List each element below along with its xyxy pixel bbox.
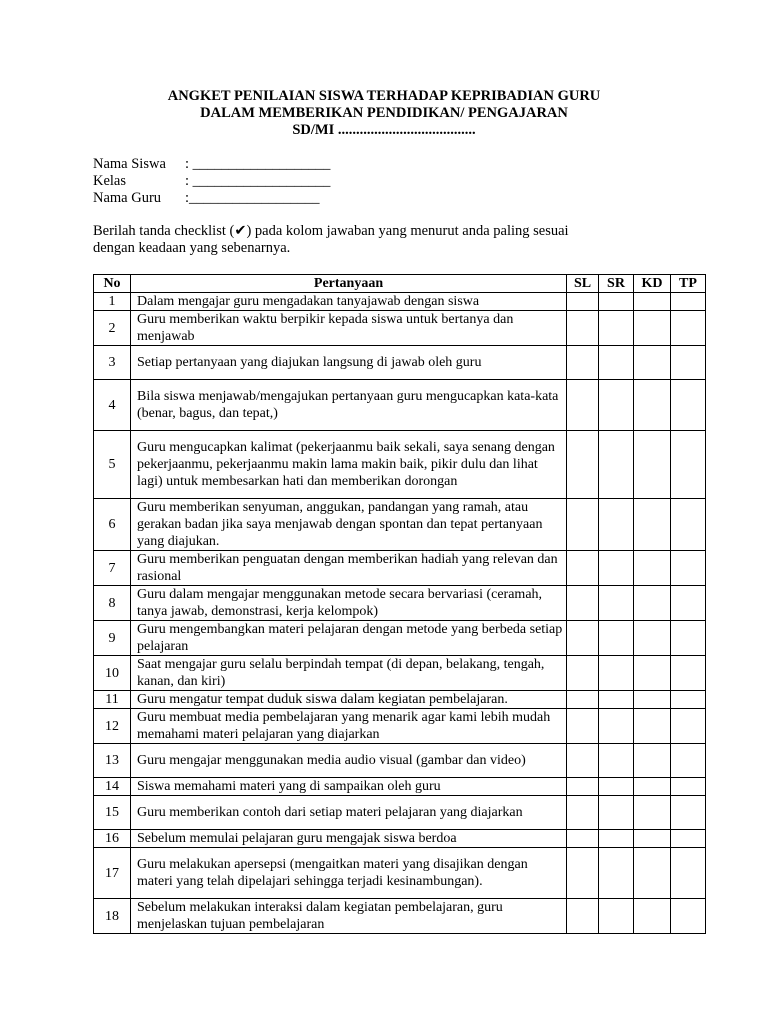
answer-cell-kd[interactable] bbox=[634, 691, 671, 709]
row-question: Setiap pertanyaan yang diajukan langsung di jawab oleh guru bbox=[131, 346, 567, 380]
answer-cell-tp[interactable] bbox=[671, 380, 706, 431]
answer-cell-kd[interactable] bbox=[634, 499, 671, 551]
answer-cell-sr[interactable] bbox=[599, 656, 634, 691]
answer-cell-kd[interactable] bbox=[634, 621, 671, 656]
field-kelas[interactable] bbox=[93, 173, 330, 190]
row-number: 7 bbox=[94, 551, 131, 586]
answer-cell-sr[interactable] bbox=[599, 431, 634, 499]
answer-cell-sr[interactable] bbox=[599, 621, 634, 656]
answer-cell-sl[interactable] bbox=[567, 551, 599, 586]
answer-cell-sr[interactable] bbox=[599, 848, 634, 899]
table-row bbox=[94, 293, 706, 311]
row-question: Guru mengembangkan materi pelajaran dengan metode yang berbeda setiap pelajaran bbox=[131, 621, 567, 656]
answer-cell-tp[interactable] bbox=[671, 551, 706, 586]
answer-cell-sl[interactable] bbox=[567, 586, 599, 621]
answer-cell-tp[interactable] bbox=[671, 848, 706, 899]
row-question: Guru dalam mengajar menggunakan metode secara bervariasi (ceramah, tanya jawab, demonstrasi, kerja kelompok) bbox=[131, 586, 567, 621]
school-line: SD/MI ...................................... bbox=[292, 122, 476, 138]
answer-cell-kd[interactable] bbox=[634, 830, 671, 848]
row-question: Guru melakukan apersepsi (mengaitkan materi yang disajikan dengan materi yang telah dipelajari sehingga terjadi kesinambungan). bbox=[131, 848, 567, 899]
answer-cell-sl[interactable] bbox=[567, 499, 599, 551]
answer-cell-tp[interactable] bbox=[671, 709, 706, 744]
row-question: Guru mengatur tempat duduk siswa dalam kegiatan pembelajaran. bbox=[131, 691, 567, 709]
header-pertanyaan: Pertanyaan bbox=[131, 275, 567, 293]
field-blank[interactable]: : ___________________ bbox=[185, 156, 331, 172]
answer-cell-sl[interactable] bbox=[567, 830, 599, 848]
table-header-row bbox=[94, 275, 706, 293]
answer-cell-sr[interactable] bbox=[599, 499, 634, 551]
row-number: 5 bbox=[94, 431, 131, 499]
answer-cell-tp[interactable] bbox=[671, 778, 706, 796]
answer-cell-sl[interactable] bbox=[567, 621, 599, 656]
row-question: Guru mengajar menggunakan media audio visual (gambar dan video) bbox=[131, 744, 567, 778]
answer-cell-sr[interactable] bbox=[599, 899, 634, 934]
header-no: No bbox=[94, 275, 131, 293]
answer-cell-tp[interactable] bbox=[671, 744, 706, 778]
answer-cell-tp[interactable] bbox=[671, 346, 706, 380]
answer-cell-sl[interactable] bbox=[567, 380, 599, 431]
answer-cell-kd[interactable] bbox=[634, 586, 671, 621]
row-number: 18 bbox=[94, 899, 131, 934]
table-row bbox=[94, 709, 706, 744]
answer-cell-kd[interactable] bbox=[634, 709, 671, 744]
row-question: Saat mengajar guru selalu berpindah tempat (di depan, belakang, tengah, kanan, dan kiri) bbox=[131, 656, 567, 691]
row-question: Sebelum memulai pelajaran guru mengajak siswa berdoa bbox=[131, 830, 567, 848]
answer-cell-sl[interactable] bbox=[567, 709, 599, 744]
row-number: 1 bbox=[94, 293, 131, 311]
answer-cell-kd[interactable] bbox=[634, 796, 671, 830]
answer-cell-sl[interactable] bbox=[567, 346, 599, 380]
answer-cell-sl[interactable] bbox=[567, 691, 599, 709]
answer-cell-sr[interactable] bbox=[599, 709, 634, 744]
answer-cell-kd[interactable] bbox=[634, 380, 671, 431]
header-kd: KD bbox=[634, 275, 671, 293]
answer-cell-kd[interactable] bbox=[634, 311, 671, 346]
answer-cell-kd[interactable] bbox=[634, 551, 671, 586]
answer-cell-sl[interactable] bbox=[567, 899, 599, 934]
row-number: 12 bbox=[94, 709, 131, 744]
row-number: 13 bbox=[94, 744, 131, 778]
row-number: 2 bbox=[94, 311, 131, 346]
table-row bbox=[94, 586, 706, 621]
table-row bbox=[94, 346, 706, 380]
row-number: 10 bbox=[94, 656, 131, 691]
answer-cell-kd[interactable] bbox=[634, 778, 671, 796]
answer-cell-sr[interactable] bbox=[599, 293, 634, 311]
row-question: Guru memberikan waktu berpikir kepada siswa untuk bertanya dan menjawab bbox=[131, 311, 567, 346]
answer-cell-sr[interactable] bbox=[599, 380, 634, 431]
answer-cell-sl[interactable] bbox=[567, 311, 599, 346]
answer-cell-sr[interactable] bbox=[599, 796, 634, 830]
header-tp: TP bbox=[671, 275, 706, 293]
row-number: 9 bbox=[94, 621, 131, 656]
page-title: ANGKET PENILAIAN SISWA TERHADAP KEPRIBADIAN GURU bbox=[167, 88, 601, 104]
answer-cell-tp[interactable] bbox=[671, 899, 706, 934]
table-row bbox=[94, 796, 706, 830]
answer-cell-sl[interactable] bbox=[567, 744, 599, 778]
table-row bbox=[94, 778, 706, 796]
table-row bbox=[94, 744, 706, 778]
table-row bbox=[94, 431, 706, 499]
table-row bbox=[94, 848, 706, 899]
row-number: 4 bbox=[94, 380, 131, 431]
table-row bbox=[94, 691, 706, 709]
answer-cell-tp[interactable] bbox=[671, 656, 706, 691]
page-subtitle: DALAM MEMBERIKAN PENDIDIKAN/ PENGAJARAN bbox=[200, 105, 568, 121]
table-row bbox=[94, 830, 706, 848]
row-number: 8 bbox=[94, 586, 131, 621]
table-row bbox=[94, 621, 706, 656]
table-row bbox=[94, 499, 706, 551]
answer-cell-sr[interactable] bbox=[599, 311, 634, 346]
questionnaire-table bbox=[93, 274, 706, 934]
answer-cell-kd[interactable] bbox=[634, 293, 671, 311]
table-row bbox=[94, 656, 706, 691]
answer-cell-kd[interactable] bbox=[634, 346, 671, 380]
answer-cell-kd[interactable] bbox=[634, 431, 671, 499]
answer-cell-tp[interactable] bbox=[671, 691, 706, 709]
answer-cell-sl[interactable] bbox=[567, 778, 599, 796]
answer-cell-sr[interactable] bbox=[599, 830, 634, 848]
row-number: 14 bbox=[94, 778, 131, 796]
row-question: Dalam mengajar guru mengadakan tanyajawab dengan siswa bbox=[131, 293, 567, 311]
answer-cell-sr[interactable] bbox=[599, 586, 634, 621]
answer-cell-sl[interactable] bbox=[567, 656, 599, 691]
answer-cell-tp[interactable] bbox=[671, 830, 706, 848]
answer-cell-sr[interactable] bbox=[599, 744, 634, 778]
field-label: Kelas bbox=[93, 173, 127, 189]
field-nama-guru[interactable] bbox=[93, 190, 320, 207]
answer-cell-tp[interactable] bbox=[671, 796, 706, 830]
row-question: Siswa memahami materi yang di sampaikan oleh guru bbox=[131, 778, 567, 796]
row-number: 3 bbox=[94, 346, 131, 380]
field-label: Nama Guru bbox=[93, 190, 162, 206]
answer-cell-kd[interactable] bbox=[634, 656, 671, 691]
row-question: Guru memberikan penguatan dengan memberikan hadiah yang relevan dan rasional bbox=[131, 551, 567, 586]
field-blank[interactable]: :__________________ bbox=[185, 190, 320, 206]
row-number: 6 bbox=[94, 499, 131, 551]
row-question: Guru membuat media pembelajaran yang menarik agar kami lebih mudah memahami materi pelajaran yang diajarkan bbox=[131, 709, 567, 744]
answer-cell-kd[interactable] bbox=[634, 899, 671, 934]
answer-cell-sr[interactable] bbox=[599, 551, 634, 586]
answer-cell-kd[interactable] bbox=[634, 744, 671, 778]
row-question: Guru memberikan senyuman, anggukan, pandangan yang ramah, atau gerakan badan jika saya menjawab dengan spontan dan tepat pertanyaan yang diajukan. bbox=[131, 499, 567, 551]
answer-cell-kd[interactable] bbox=[634, 848, 671, 899]
row-number: 16 bbox=[94, 830, 131, 848]
answer-cell-tp[interactable] bbox=[671, 586, 706, 621]
answer-cell-tp[interactable] bbox=[671, 311, 706, 346]
table-row bbox=[94, 380, 706, 431]
table-row bbox=[94, 551, 706, 586]
field-label: Nama Siswa bbox=[93, 156, 166, 172]
row-number: 11 bbox=[94, 691, 131, 709]
answer-cell-tp[interactable] bbox=[671, 621, 706, 656]
answer-cell-tp[interactable] bbox=[671, 499, 706, 551]
answer-cell-sl[interactable] bbox=[567, 293, 599, 311]
row-question: Guru memberikan contoh dari setiap materi pelajaran yang diajarkan bbox=[131, 796, 567, 830]
answer-cell-tp[interactable] bbox=[671, 293, 706, 311]
instruction-text: Berilah tanda checklist (✔) pada kolom jawaban yang menurut anda paling sesuai dengan keadaan yang sebenarnya. bbox=[93, 223, 569, 256]
answer-cell-sl[interactable] bbox=[567, 848, 599, 899]
answer-cell-sl[interactable] bbox=[567, 431, 599, 499]
answer-cell-tp[interactable] bbox=[671, 431, 706, 499]
answer-cell-sr[interactable] bbox=[599, 778, 634, 796]
field-nama-siswa[interactable] bbox=[93, 156, 330, 173]
row-number: 15 bbox=[94, 796, 131, 830]
answer-cell-sl[interactable] bbox=[567, 796, 599, 830]
row-question: Sebelum melakukan interaksi dalam kegiatan pembelajaran, guru menjelaskan tujuan pembelajaran bbox=[131, 899, 567, 934]
row-number: 17 bbox=[94, 848, 131, 899]
answer-cell-sr[interactable] bbox=[599, 346, 634, 380]
answer-cell-sr[interactable] bbox=[599, 691, 634, 709]
header-sl: SL bbox=[567, 275, 599, 293]
table-row bbox=[94, 899, 706, 934]
header-sr: SR bbox=[599, 275, 634, 293]
field-blank[interactable]: : ___________________ bbox=[185, 173, 331, 189]
table-row bbox=[94, 311, 706, 346]
row-question: Guru mengucapkan kalimat (pekerjaanmu baik sekali, saya senang dengan pekerjaanmu, pekerjaanmu makin lama makin baik, pikir dulu dan lihat lagi) untuk membesarkan hati dan memberikan dorongan bbox=[131, 431, 567, 499]
row-question: Bila siswa menjawab/mengajukan pertanyaan guru mengucapkan kata-kata (benar, bagus, dan tepat,) bbox=[131, 380, 567, 431]
